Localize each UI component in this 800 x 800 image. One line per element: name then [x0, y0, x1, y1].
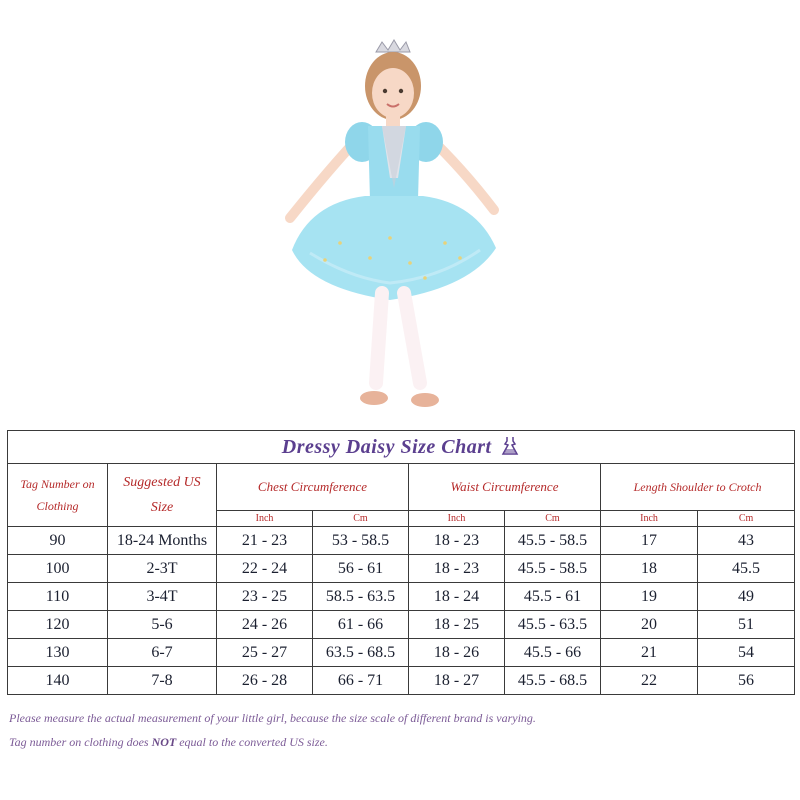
- cell-tag: 140: [8, 667, 108, 695]
- measurement-note: Please measure the actual measurement of your little girl, because the size scale of different brand is varying.: [9, 711, 536, 725]
- cell-waist-inch: 18 - 23: [409, 527, 505, 555]
- unit-chest-inch: Inch: [217, 511, 313, 527]
- cell-waist-inch: 18 - 25: [409, 611, 505, 639]
- cell-tag: 110: [8, 583, 108, 611]
- tiara-icon: [376, 40, 410, 52]
- cell-chest-cm: 56 - 61: [313, 555, 409, 583]
- cell-chest-cm: 58.5 - 63.5: [313, 583, 409, 611]
- cell-chest-cm: 66 - 71: [313, 667, 409, 695]
- cell-chest-inch: 24 - 26: [217, 611, 313, 639]
- header-us-size: Suggested US Size: [108, 464, 217, 527]
- cell-length-inch: 17: [601, 527, 698, 555]
- cell-length-inch: 18: [601, 555, 698, 583]
- header-length: Length Shoulder to Crotch: [601, 464, 795, 511]
- cell-chest-inch: 22 - 24: [217, 555, 313, 583]
- cell-length-inch: 22: [601, 667, 698, 695]
- cell-length-inch: 21: [601, 639, 698, 667]
- cell-waist-cm: 45.5 - 66: [505, 639, 601, 667]
- chart-title-text: Dressy Daisy Size Chart: [281, 435, 492, 458]
- cell-us-size: 7-8: [108, 667, 217, 695]
- cell-waist-cm: 45.5 - 68.5: [505, 667, 601, 695]
- cell-length-cm: 45.5: [698, 555, 795, 583]
- cell-chest-cm: 61 - 66: [313, 611, 409, 639]
- cell-us-size: 3-4T: [108, 583, 217, 611]
- cell-length-inch: 19: [601, 583, 698, 611]
- cell-length-cm: 43: [698, 527, 795, 555]
- tag-number-note: [9, 735, 328, 750]
- cell-chest-cm: 63.5 - 68.5: [313, 639, 409, 667]
- cell-tag: 90: [8, 527, 108, 555]
- size-chart-table: [7, 430, 795, 695]
- unit-length-inch: Inch: [601, 511, 698, 527]
- table-row: [8, 555, 795, 583]
- tag-note-emphasis: NOT: [151, 735, 177, 749]
- cell-waist-inch: 18 - 26: [409, 639, 505, 667]
- dress-icon: [500, 436, 520, 456]
- header-chest: Chest Circumference: [217, 464, 409, 511]
- cell-waist-cm: 45.5 - 63.5: [505, 611, 601, 639]
- table-row: [8, 527, 795, 555]
- header-tag-number: Tag Number on Clothing: [8, 464, 108, 527]
- tag-note-part1: Tag number on clothing does: [9, 735, 152, 749]
- cell-us-size: 2-3T: [108, 555, 217, 583]
- cell-tag: 130: [8, 639, 108, 667]
- cell-waist-inch: 18 - 23: [409, 555, 505, 583]
- unit-waist-cm: Cm: [505, 511, 601, 527]
- tag-note-part2: equal to the converted US size.: [176, 735, 328, 749]
- cell-waist-inch: 18 - 27: [409, 667, 505, 695]
- table-row: [8, 583, 795, 611]
- cell-chest-inch: 25 - 27: [217, 639, 313, 667]
- cell-chest-inch: 23 - 25: [217, 583, 313, 611]
- table-row: [8, 611, 795, 639]
- cell-waist-cm: 45.5 - 58.5: [505, 555, 601, 583]
- cell-length-inch: 20: [601, 611, 698, 639]
- table-row: [8, 639, 795, 667]
- unit-waist-inch: Inch: [409, 511, 505, 527]
- chart-title: [8, 431, 795, 464]
- cell-us-size: 18-24 Months: [108, 527, 217, 555]
- cell-waist-cm: 45.5 - 61: [505, 583, 601, 611]
- cell-length-cm: 54: [698, 639, 795, 667]
- cell-waist-inch: 18 - 24: [409, 583, 505, 611]
- unit-chest-cm: Cm: [313, 511, 409, 527]
- header-waist: Waist Circumference: [409, 464, 601, 511]
- cell-tag: 100: [8, 555, 108, 583]
- cell-length-cm: 56: [698, 667, 795, 695]
- cell-length-cm: 51: [698, 611, 795, 639]
- cell-chest-cm: 53 - 58.5: [313, 527, 409, 555]
- unit-length-cm: Cm: [698, 511, 795, 527]
- product-photo: [270, 38, 510, 414]
- cell-tag: 120: [8, 611, 108, 639]
- cell-us-size: 5-6: [108, 611, 217, 639]
- table-row: [8, 667, 795, 695]
- cell-length-cm: 49: [698, 583, 795, 611]
- cell-chest-inch: 21 - 23: [217, 527, 313, 555]
- cell-chest-inch: 26 - 28: [217, 667, 313, 695]
- cell-us-size: 6-7: [108, 639, 217, 667]
- cell-waist-cm: 45.5 - 58.5: [505, 527, 601, 555]
